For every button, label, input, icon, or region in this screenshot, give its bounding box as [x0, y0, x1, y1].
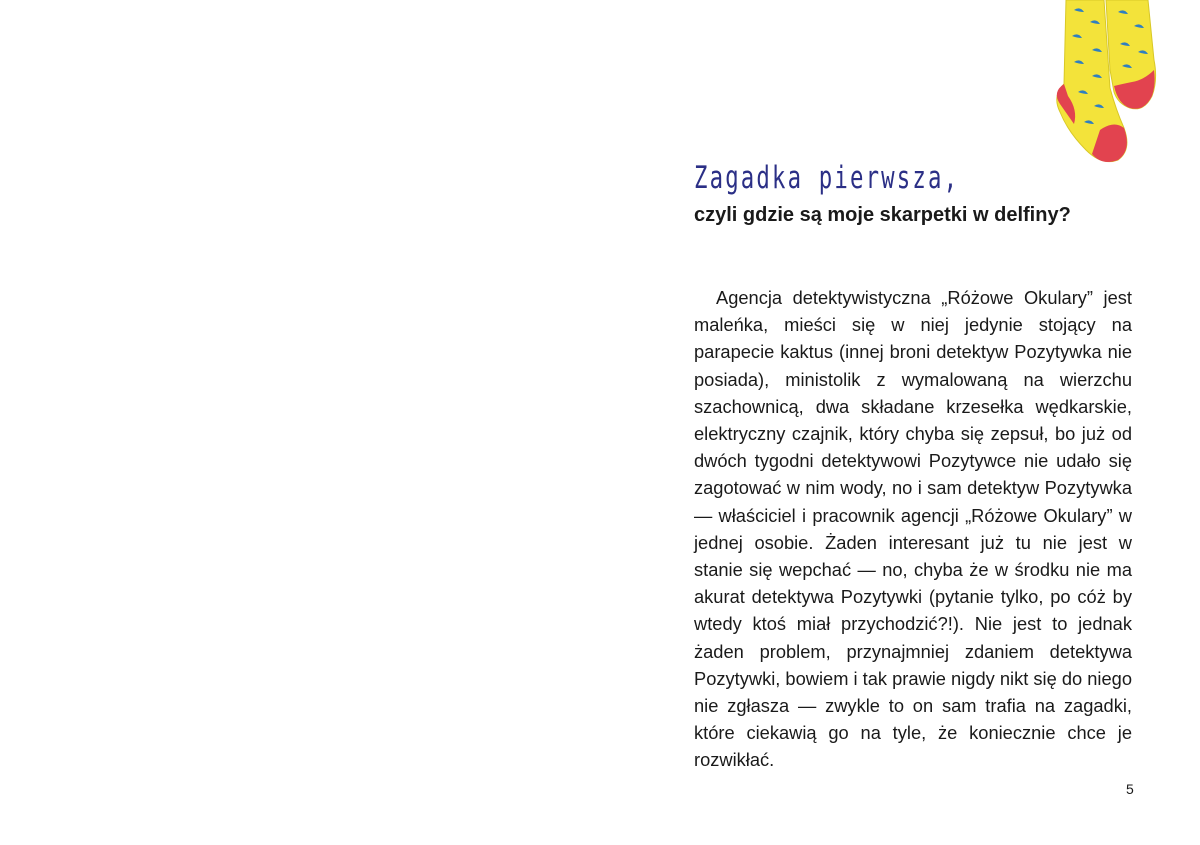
- dolphin-socks-illustration: [1048, 0, 1160, 165]
- page-number: 5: [1126, 781, 1134, 797]
- chapter-title: Zagadka pierwsza,: [694, 160, 960, 196]
- body-paragraph: Agencja detektywistyczna „Różowe Okulary” jest maleńka, mieści się w niej jedynie stojący na parapecie kaktus (innej broni detektyw Pozytywka nie posiada), ministolik z wymalowaną na wierzchu szachownicą, dwa składane krzesełka wędkarskie, elektryczny czajnik, który chyba się zepsuł, bo już od dwóch tygodni detektywowi Pozytywce nie udało się zagotować w nim wody, no i sam detektyw Pozytywka — właściciel i pracownik agencji „Różowe Okulary” w jednej osobie. Żaden interesant już tu nie jest w stanie się wepchać — no, chyba że w środku nie ma akurat detektywa Pozytywki (pytanie tylko, po cóż by wtedy ktoś miał przychodzić?!). Nie jest to jednak żaden problem, przynajmniej zdaniem detektywa Pozytywki, bowiem i tak prawie nigdy nikt się do niego nie zgłasza — zwykle to on sam trafia na zagadki, które ciekawią go na tyle, że koniecznie chce je rozwikłać.: [694, 287, 1132, 771]
- sock-back: [1106, 0, 1156, 109]
- chapter-subtitle: czyli gdzie są moje skarpetki w delfiny?: [694, 204, 1071, 226]
